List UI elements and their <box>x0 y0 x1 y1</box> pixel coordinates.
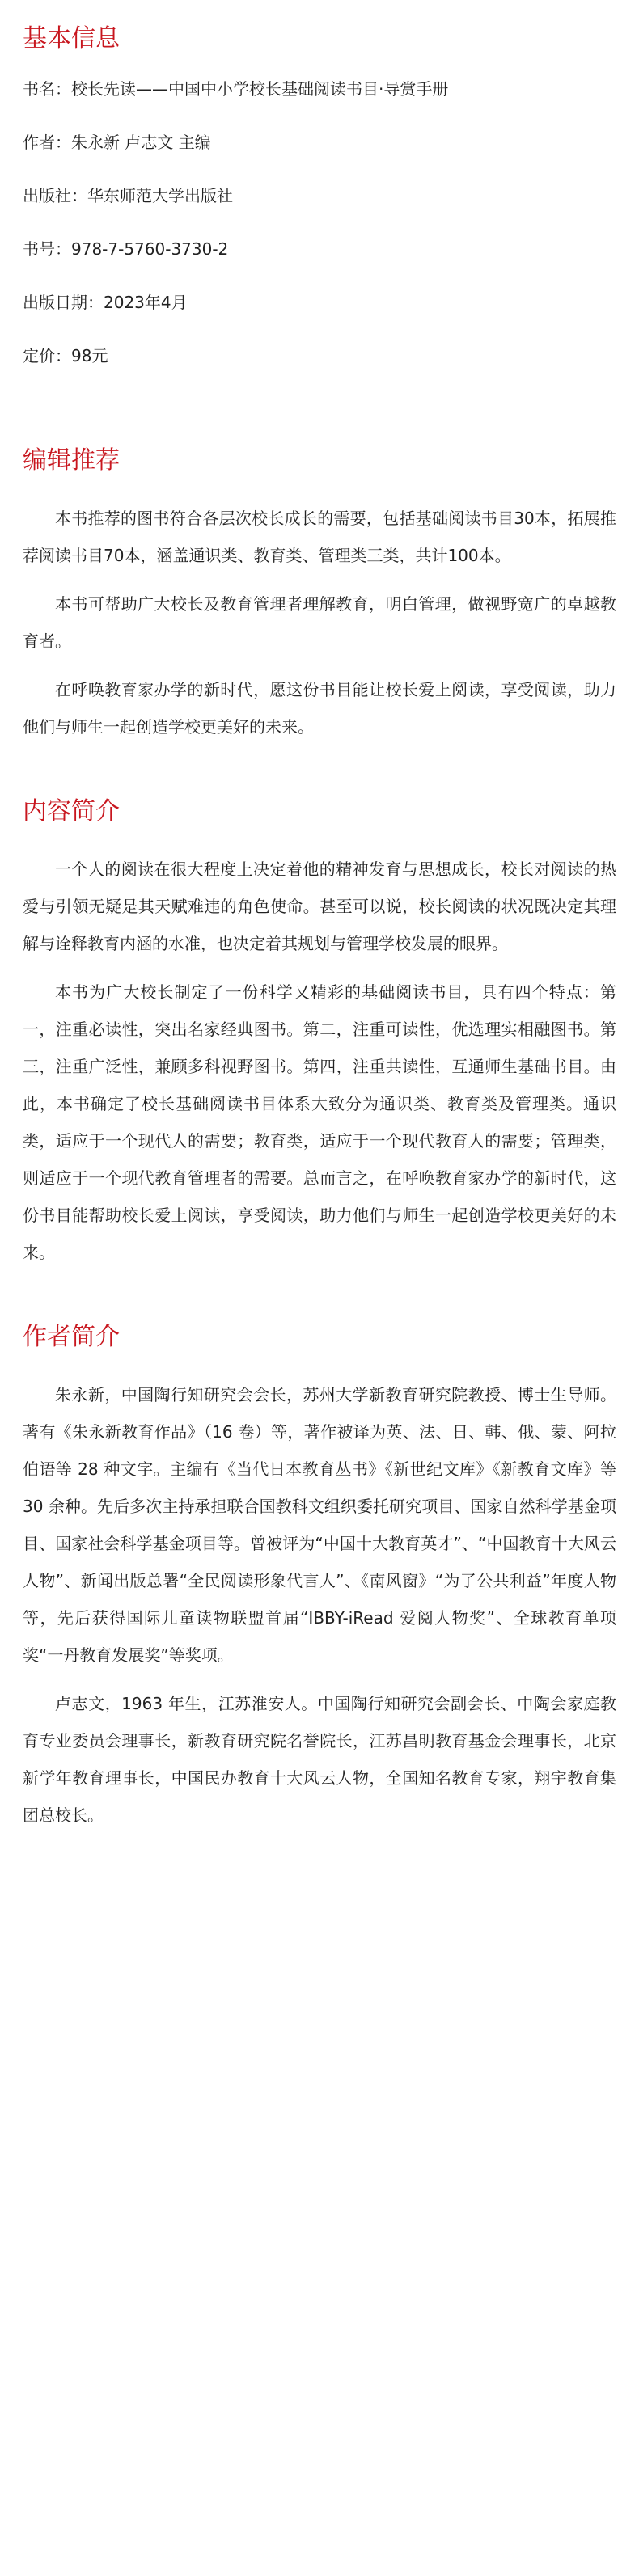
editor-paragraph: 本书可帮助广大校长及教育管理者理解教育，明白管理，做视野宽广的卓越教育者。 <box>23 594 616 651</box>
info-publish-date: 出版日期：2023年4月 <box>23 293 188 312</box>
info-isbn: 书号：978-7-5760-3730-2 <box>23 239 229 259</box>
basic-info-section <box>23 24 616 367</box>
section-title-content-summary: 内容简介 <box>23 797 120 826</box>
content-summary-section <box>23 797 616 1271</box>
info-authors: 作者：朱永新 卢志文 主编 <box>23 133 211 152</box>
content-paragraph: 本书为广大校长制定了一份科学又精彩的基础阅读书目，具有四个特点：第一，注重必读性，突出名家经典图书。第二，注重可读性，优选理实相融图书。第三，注重广泛性，兼顾多科视野图书。第四，注重共读性，互通师生基础书目。由此，本书确定了校长基础阅读书目体系大致分为通识类、教育类及管理类。通识类，适应于一个现代人的需要；教育类，适应于一个现代教育人的需要；管理类，则适应于一个现代教育管理者的需要。总而言之，在呼唤教育家办学的新时代，这份书目能帮助校长爱上阅读，享受阅读，助力他们与师生一起创造学校更美好的未来。 <box>23 982 616 1262</box>
info-publisher: 出版社：华东师范大学出版社 <box>23 186 233 205</box>
editor-recommendation-section <box>23 446 616 745</box>
section-title-editor-recommendation: 编辑推荐 <box>23 446 120 475</box>
info-book-title: 书名：校长先读——中国中小学校长基础阅读书目·导赏手册 <box>23 79 449 99</box>
section-title-author-intro: 作者简介 <box>23 1323 120 1351</box>
info-price: 定价：98元 <box>23 346 108 365</box>
editor-paragraph: 本书推荐的图书符合各层次校长成长的需要，包括基础阅读书目30本，拓展推荐阅读书目70本，涵盖通识类、教育类、管理类三类，共计100本。 <box>23 509 616 565</box>
author-paragraph: 卢志文，1963 年生，江苏淮安人。中国陶行知研究会副会长、中陶会家庭教育专业委员会理事长，新教育研究院名誉院长，江苏昌明教育基金会理事长，北京新学年教育理事长，中国民办教育十大风云人物，全国知名教育专家，翔宇教育集团总校长。 <box>23 1694 616 1825</box>
author-intro-section <box>23 1323 616 1834</box>
author-paragraph: 朱永新，中国陶行知研究会会长，苏州大学新教育研究院教授、博士生导师。著有《朱永新教育作品》（16 卷）等，著作被译为英、法、日、韩、俄、蒙、阿拉伯语等 28 种文字。主编有《当代日本教育丛书》《新世纪文库》《新教育文库》等 30 余种。先后多次主持承担联合国教科文组织委托研究项目、国家自然科学基金项目、国家社会科学基金项目等。曾被评为“中国十大教育英才”、“中国教育十大风云人物”、新闻出版总署“全民阅读形象代言人”、《南风窗》“为了公共利益”年度人物等，先后获得国际儿童读物联盟首届“IBBY-iRead 爱阅人物奖”、全球教育单项奖“一丹教育发展奖”等奖项。 <box>23 1385 616 1665</box>
section-title-basic-info: 基本信息 <box>23 24 120 53</box>
content-paragraph: 一个人的阅读在很大程度上决定着他的精神发育与思想成长，校长对阅读的热爱与引领无疑是其天赋难违的角色使命。甚至可以说，校长阅读的状况既决定其理解与诠释教育内涵的水准，也决定着其规划与管理学校发展的眼界。 <box>23 859 616 953</box>
editor-paragraph: 在呼唤教育家办学的新时代，愿这份书目能让校长爱上阅读，享受阅读，助力他们与师生一起创造学校更美好的未来。 <box>23 680 616 737</box>
